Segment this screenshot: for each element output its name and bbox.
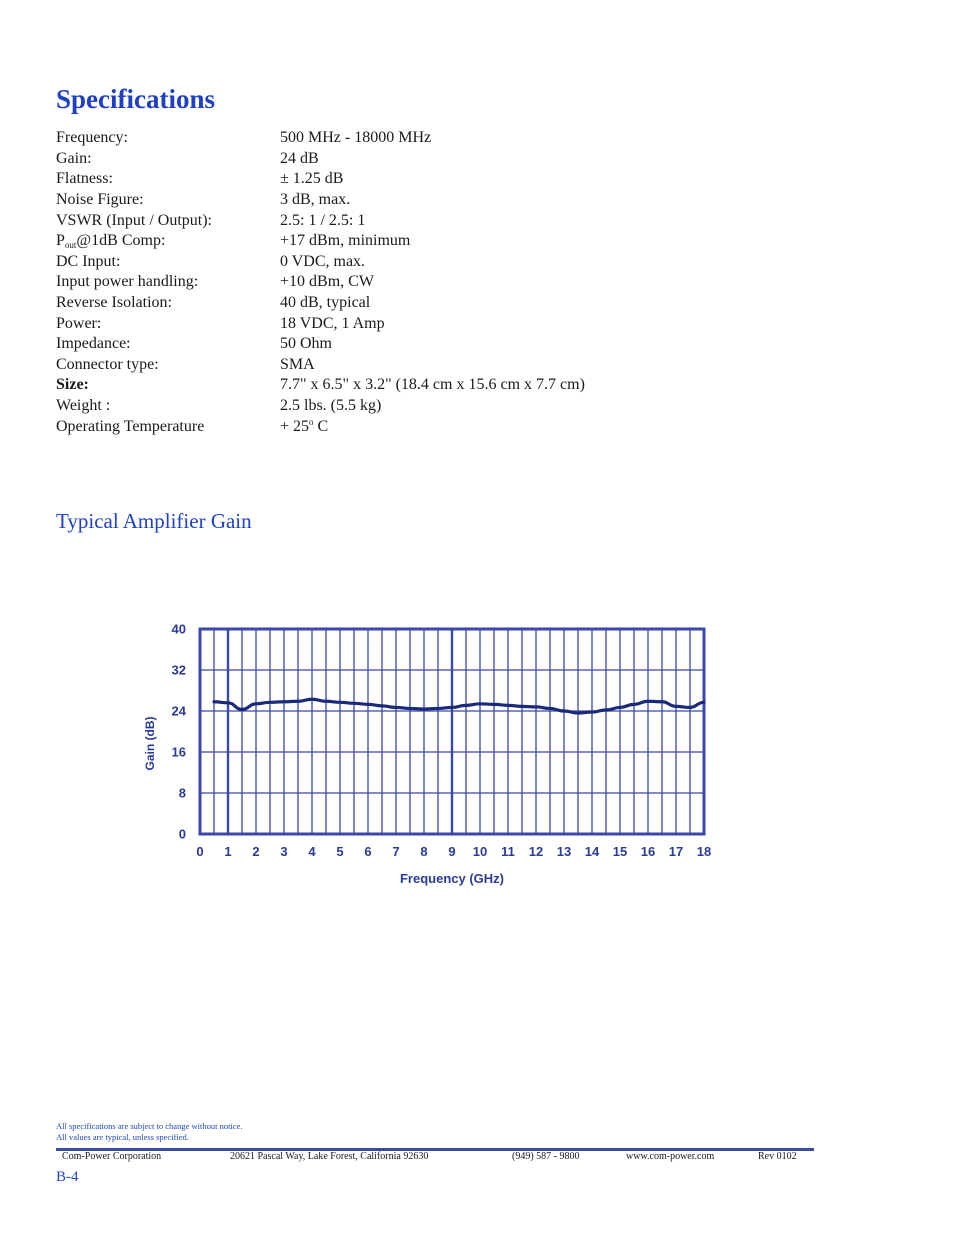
spec-value: 50 Ohm — [280, 335, 332, 353]
x-tick-label: 6 — [364, 844, 372, 859]
spec-label: Frequency: — [56, 129, 128, 147]
x-tick-label: 14 — [584, 844, 600, 859]
spec-row — [56, 355, 585, 376]
spec-label — [56, 232, 280, 250]
y-tick-label: 40 — [171, 621, 186, 637]
chart-heading: Typical Amplifier Gain — [56, 509, 252, 533]
spec-row — [56, 272, 585, 293]
spec-row — [56, 334, 585, 355]
page-number: B-4 — [56, 1169, 79, 1185]
spec-label: Noise Figure: — [56, 191, 144, 209]
spec-label: Operating Temperature — [56, 417, 205, 435]
spec-row — [56, 396, 585, 417]
x-tick-label: 2 — [252, 844, 260, 859]
x-tick-label: 0 — [196, 844, 204, 859]
spec-row — [56, 169, 585, 190]
x-axis-label: Frequency (GHz) — [399, 871, 505, 886]
x-tick-label: 5 — [336, 844, 344, 859]
gain-chart — [130, 612, 730, 892]
spec-label: Connector type: — [56, 355, 159, 373]
footer-website[interactable]: www.com-power.com — [626, 1151, 715, 1162]
spec-row — [56, 252, 585, 273]
spec-value: 24 dB — [280, 149, 319, 167]
disclaimer-notes — [56, 1121, 242, 1143]
spec-value: 18 VDC, 1 Amp — [280, 314, 385, 332]
spec-value-superscript: o — [309, 417, 314, 428]
spec-value: +17 dBm, minimum — [280, 232, 411, 250]
y-tick-label: 24 — [171, 703, 186, 719]
x-tick-label: 8 — [420, 844, 428, 859]
page-title: Specifications — [56, 84, 215, 114]
spec-label: Reverse Isolation: — [56, 294, 172, 312]
disclaimer-line: All values are typical, unless specified. — [56, 1132, 189, 1142]
spec-value: 0 VDC, max. — [280, 252, 366, 270]
spec-value: SMA — [280, 355, 315, 373]
x-tick-label: 16 — [640, 844, 656, 859]
spec-row — [56, 149, 585, 170]
spec-label: Impedance: — [56, 335, 131, 353]
spec-label: Flatness: — [56, 170, 113, 188]
specifications-table — [56, 128, 585, 437]
spec-row — [56, 190, 585, 211]
spec-row — [56, 128, 585, 149]
footer-phone: (949) 587 - 9800 — [512, 1151, 580, 1162]
spec-label-text: P — [56, 232, 65, 250]
spec-label: DC Input: — [56, 252, 121, 270]
spec-value — [280, 417, 328, 436]
spec-value: +10 dBm, CW — [280, 273, 374, 291]
spec-value: 7.7" x 6.5" x 3.2" (18.4 cm x 15.6 cm x 7.7 cm) — [280, 376, 585, 394]
x-tick-label: 17 — [668, 844, 684, 859]
spec-label-subscript: out — [64, 240, 77, 251]
x-tick-label: 1 — [224, 844, 232, 859]
y-tick-label: 0 — [178, 826, 186, 842]
spec-label: Power: — [56, 314, 102, 332]
x-tick-label: 11 — [501, 844, 515, 859]
footer-address: 20621 Pascal Way, Lake Forest, California 92630 — [230, 1151, 429, 1162]
spec-value: 2.5 lbs. (5.5 kg) — [280, 397, 382, 415]
spec-row — [56, 231, 585, 252]
spec-label: VSWR (Input / Output): — [56, 211, 212, 229]
spec-label-text: @1dB Comp: — [76, 232, 166, 250]
x-tick-label: 3 — [280, 844, 288, 859]
x-tick-label: 9 — [448, 844, 456, 859]
spec-label: Gain: — [56, 149, 92, 167]
x-tick-label: 10 — [472, 844, 488, 859]
spec-value: 2.5: 1 / 2.5: 1 — [280, 211, 366, 229]
spec-row — [56, 313, 585, 334]
spec-label: Size: — [56, 376, 89, 394]
spec-row — [56, 293, 585, 314]
spec-value-text: + 25 — [280, 418, 310, 436]
y-tick-label: 16 — [171, 744, 186, 760]
x-tick-label: 13 — [556, 844, 572, 859]
spec-label: Input power handling: — [56, 273, 199, 291]
spec-value: 500 MHz - 18000 MHz — [280, 129, 432, 147]
x-tick-label: 7 — [392, 844, 400, 859]
disclaimer-line: All specifications are subject to change without notice. — [56, 1121, 243, 1131]
spec-value: 40 dB, typical — [280, 294, 371, 312]
spec-value: ± 1.25 dB — [280, 170, 344, 188]
spec-row — [56, 375, 585, 396]
spec-row — [56, 416, 585, 437]
footer-company: Com-Power Corporation — [62, 1151, 162, 1162]
y-axis-label: Gain (dB) — [143, 716, 157, 771]
x-tick-label: 4 — [308, 844, 316, 859]
spec-label: Weight : — [56, 397, 111, 415]
spec-value: 3 dB, max. — [280, 191, 351, 209]
x-tick-label: 15 — [612, 844, 628, 859]
y-tick-label: 8 — [178, 785, 186, 801]
spec-row — [56, 210, 585, 231]
footer-revision: Rev 0102 — [758, 1151, 797, 1162]
spec-value-text: C — [313, 418, 329, 436]
x-tick-label: 18 — [696, 844, 712, 859]
y-tick-label: 32 — [171, 662, 186, 678]
x-tick-label: 12 — [528, 844, 544, 859]
